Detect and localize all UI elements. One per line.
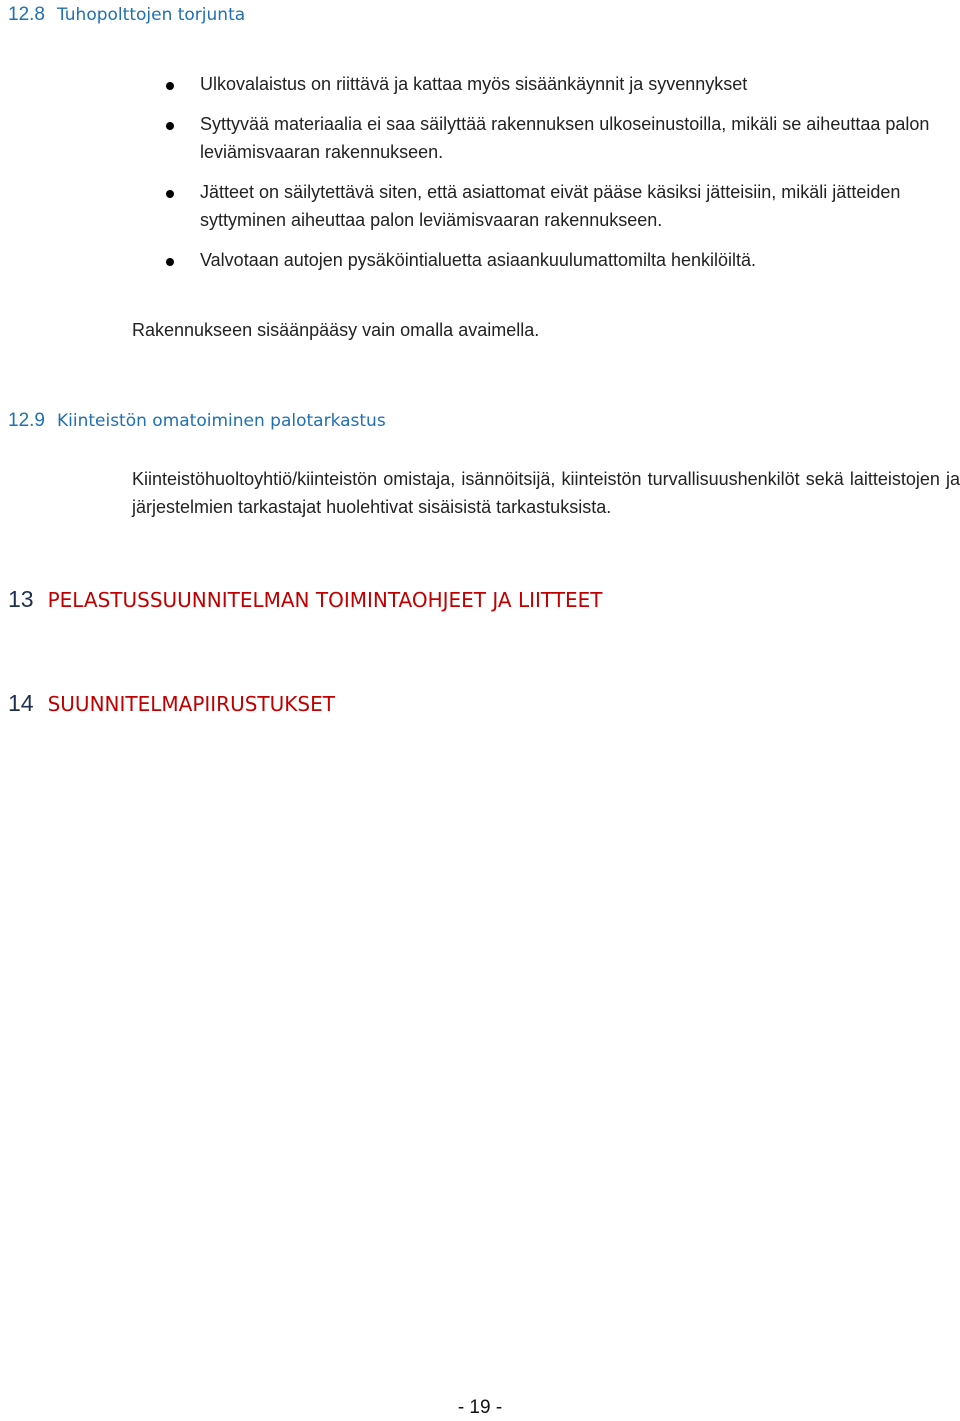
bullet-icon: [166, 190, 174, 198]
bullet-icon: [166, 122, 174, 130]
inspection-paragraph: Kiinteistöhuoltoyhtiö/kiinteistön omistaja, isännöitsijä, kiinteistön turvallisuushenkilöt sekä laitteistojen ja järjestelmien tarkastajat huolehtivat sisäisistä tarkastuksista.: [132, 469, 960, 517]
bullet-icon: [166, 82, 174, 90]
list-item: [158, 178, 960, 234]
list-item-text: Jätteet on säilytettävä siten, että asiattomat eivät pääse käsiksi jätteisiin, mikäli jätteiden syttyminen aiheuttaa palon leviämisvaaran rakennukseen.: [200, 182, 901, 230]
list-item: [158, 110, 960, 166]
bullet-list: [158, 70, 960, 286]
page-number: - 19 -: [457, 1397, 503, 1418]
section-heading-12-9: [8, 410, 386, 432]
section-title: Tuhopolttojen torjunta: [56, 5, 246, 25]
list-item-text: Ulkovalaistus on riittävä ja kattaa myös sisäänkäynnit ja syvennykset: [200, 74, 748, 94]
list-item-text: Syttyvää materiaalia ei saa säilyttää rakennuksen ulkoseinustoilla, mikäli se aiheuttaa palon leviämisvaaran rakennukseen.: [200, 114, 930, 162]
section-title: Kiinteistön omatoiminen palotarkastus: [56, 411, 386, 431]
list-item-text: Valvotaan autojen pysäköintialuetta asiaankuulumattomilta henkilöiltä.: [200, 250, 757, 270]
section-heading-12-8: [8, 4, 245, 26]
list-item: [158, 246, 960, 274]
list-item: [158, 70, 960, 98]
chapter-title: SUUNNITELMAPIIRUSTUKSET: [47, 692, 335, 716]
chapter-heading-13: [8, 586, 602, 613]
bullet-icon: [166, 258, 174, 266]
section-number: 12.8: [8, 4, 45, 25]
chapter-number: 14: [8, 690, 34, 716]
chapter-number: 13: [8, 586, 34, 612]
section-number: 12.9: [8, 410, 45, 431]
access-note: Rakennukseen sisäänpääsy vain omalla avaimella.: [132, 320, 540, 340]
chapter-heading-14: [8, 690, 335, 717]
chapter-title: PELASTUSSUUNNITELMAN TOIMINTAOHJEET JA LIITTEET: [47, 588, 603, 612]
